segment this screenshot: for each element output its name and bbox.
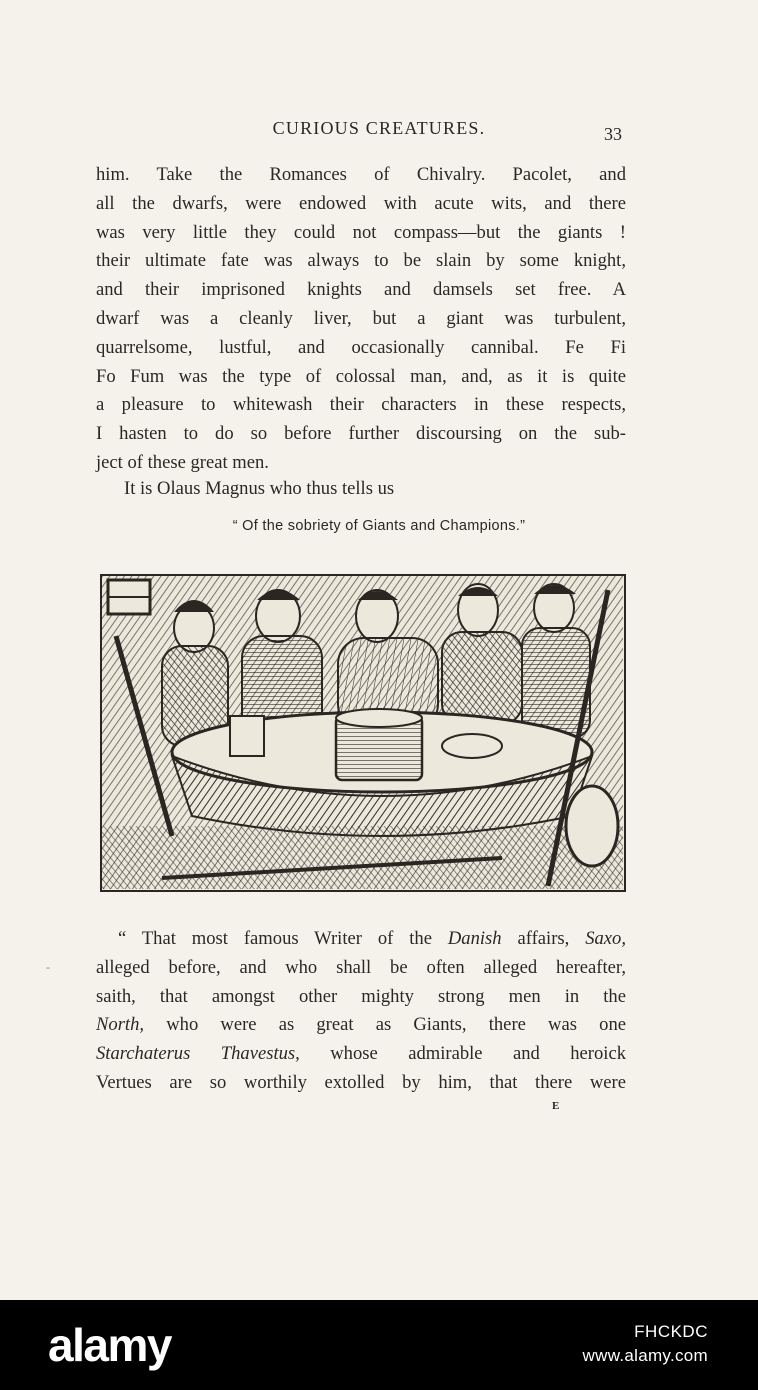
- alamy-logo[interactable]: alamy: [48, 1319, 171, 1371]
- page-number: 33: [604, 124, 622, 144]
- text-line: all the dwarfs, were endowed with acute wits, and there: [96, 192, 626, 214]
- text-line: It is Olaus Magnus who thus tells us: [124, 478, 395, 499]
- text-line: ject of these great men.: [96, 451, 269, 473]
- text-line: was very little they could not compass—but the giants !: [96, 221, 626, 243]
- paragraph-2: [124, 475, 604, 504]
- text-line: [96, 1040, 626, 1069]
- text-line: Vertues are so worthily extolled by him, that there were: [96, 1071, 626, 1093]
- text-line: their ultimate fate was always to be slain by some knight,: [96, 250, 626, 272]
- text-line: I hasten to do so before further discoursing on the sub-: [96, 423, 626, 445]
- text-line: dwarf was a cleanly liver, but a giant was turbulent,: [96, 307, 626, 329]
- italic-term: Starchaterus Thavestus,: [96, 1043, 300, 1065]
- text-segment: who were as great as Giants, there was one: [144, 1014, 626, 1036]
- text-line: [96, 1011, 626, 1040]
- text-line: him. Take the Romances of Chivalry. Pacolet, and: [96, 164, 626, 185]
- footer-url-link[interactable]: www.alamy.com: [582, 1346, 708, 1365]
- illustration-caption: “ Of the sobriety of Giants and Champions.”: [232, 518, 526, 534]
- text-segment: affairs,: [501, 928, 586, 949]
- text-segment: whose admirable and heroick: [299, 1043, 627, 1065]
- text-line: saith, that amongst other mighty strong men in the: [96, 985, 626, 1007]
- margin-mark: -: [46, 960, 50, 974]
- running-head: CURIOUS CREATURES.: [272, 118, 486, 138]
- text-line: alleged before, and who shall be often alleged hereafter,: [96, 956, 626, 978]
- italic-term: Danish: [447, 928, 502, 949]
- signature-mark: E: [552, 1100, 561, 1112]
- paragraph-1: [96, 161, 626, 478]
- text-line: quarrelsome, lustful, and occasionally cannibal. Fe Fi: [96, 336, 626, 358]
- text-line: Fo Fum was the type of colossal man, and, as it is quite: [96, 365, 626, 387]
- text-line: a pleasure to whitewash their characters in these respects,: [96, 394, 626, 416]
- text-segment: “ That most famous Writer of the: [118, 928, 448, 949]
- woodcut-illustration: [100, 574, 626, 892]
- italic-term: Saxo,: [585, 928, 626, 949]
- text-line: and their imprisoned knights and damsels set free. A: [96, 279, 626, 301]
- text-line: [96, 925, 626, 954]
- image-id: FHCKDC: [634, 1322, 708, 1341]
- paragraph-3: [96, 925, 626, 1098]
- italic-term: North,: [96, 1014, 145, 1036]
- woodcut-feast-drawing: [102, 576, 623, 889]
